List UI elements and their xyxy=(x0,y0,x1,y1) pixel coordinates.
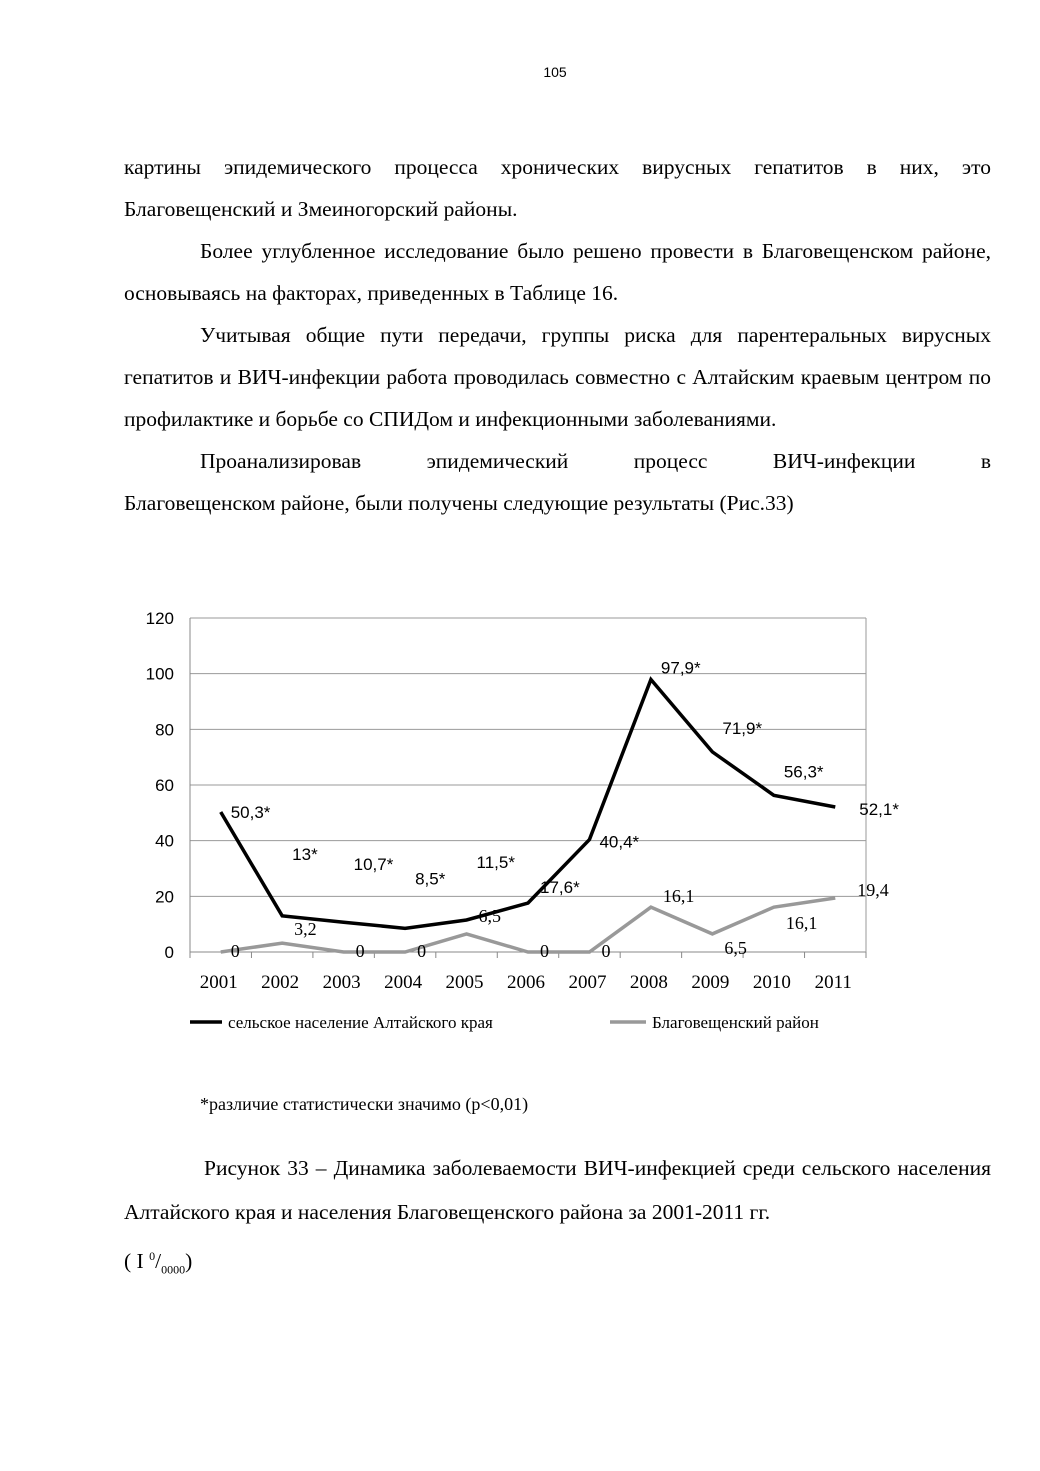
legend-label-series-1: сельское население Алтайского края xyxy=(228,1013,493,1032)
data-label-series-1: 10,7* xyxy=(353,855,394,875)
data-label-series-2: 16,1 xyxy=(662,886,695,907)
data-label-series-1: 56,3* xyxy=(783,762,824,782)
data-label-series-2: 0 xyxy=(540,941,549,961)
x-tick-label: 2009 xyxy=(691,972,730,993)
caption-unit: ( I $^0/_{0000}$) xyxy=(124,1249,193,1277)
legend-label-series-2: Благовещенский район xyxy=(652,1013,819,1032)
y-tick-label: 0 xyxy=(164,943,174,962)
x-tick-label: 2011 xyxy=(814,972,852,993)
chart-legend xyxy=(190,1013,819,1032)
x-axis xyxy=(190,952,866,993)
x-tick-label: 2001 xyxy=(199,972,238,993)
y-tick-label: 80 xyxy=(155,720,174,740)
data-label-series-1: 13* xyxy=(292,844,318,864)
data-label-series-2: 3,2 xyxy=(294,919,317,940)
data-labels xyxy=(231,659,900,961)
data-label-series-1: 17,6* xyxy=(540,878,580,898)
x-tick-label: 2007 xyxy=(568,972,607,993)
series-line-1 xyxy=(221,680,836,929)
paragraph-4-continuation: Благовещенском районе, были получены следующие результаты (Рис.33) xyxy=(124,491,794,515)
x-tick-label: 2008 xyxy=(629,972,668,993)
paragraph-1: картины эпидемического процесса хронических вирусных гепатитов в них, это Благовещенский и Змеиногорский районы. xyxy=(124,155,991,221)
body-text xyxy=(124,146,991,524)
y-tick-label: 40 xyxy=(155,831,174,851)
y-tick-label: 60 xyxy=(155,776,174,795)
data-label-series-2: 0 xyxy=(601,941,611,961)
data-label-series-1: 11,5* xyxy=(476,852,515,872)
x-tick-label: 2006 xyxy=(507,972,545,993)
y-tick-label: 120 xyxy=(145,609,174,628)
paragraph-3: Учитывая общие пути передачи, группы риска для парентеральных вирусных гепатитов и ВИЧ-инфекции работа проводилась совместно с Алтайским краевым центром по профилактике и борьбе со СПИДом и инфекционными заболеваниями. xyxy=(124,323,991,431)
data-label-series-2: 0 xyxy=(230,941,240,961)
data-label-series-2: 16,1 xyxy=(785,913,818,934)
paragraph-2: Более углубленное исследование было решено провести в Благовещенском районе, основываясь на факторах, приведенных в Таблице 16. xyxy=(124,239,991,305)
x-tick-label: 2010 xyxy=(752,972,791,993)
data-label-series-2: 0 xyxy=(417,941,427,961)
data-label-series-2: 6,5 xyxy=(478,905,502,926)
data-label-series-1: 8,5* xyxy=(415,869,446,889)
data-label-series-2: 6,5 xyxy=(724,937,747,958)
y-tick-label: 20 xyxy=(155,887,174,907)
data-label-series-1: 50,3* xyxy=(230,802,271,822)
data-label-series-1: 97,9* xyxy=(660,658,701,678)
paragraph-4: Проанализировав эпидемический процесс ВИЧ-инфекции в xyxy=(200,449,991,473)
data-label-series-2: 0 xyxy=(355,941,365,961)
data-label-series-2: 19,4 xyxy=(857,880,889,901)
data-label-series-1: 71,9* xyxy=(722,718,763,738)
y-tick-label: 100 xyxy=(145,664,174,684)
x-tick-label: 2002 xyxy=(261,972,300,993)
x-tick-label: 2003 xyxy=(322,972,361,993)
x-tick-label: 2004 xyxy=(384,972,423,993)
data-label-series-1: 40,4* xyxy=(599,832,640,852)
data-label-series-1: 52,1* xyxy=(859,799,899,819)
x-tick-label: 2005 xyxy=(445,972,484,993)
hiv-incidence-chart xyxy=(0,600,1040,1050)
page-number: 105 xyxy=(543,64,567,80)
chart-footnote: *различие статистически значимо (p<0,01) xyxy=(200,1094,529,1114)
figure-caption xyxy=(124,1146,991,1291)
caption-text: Рисунок 33 – Динамика заболеваемости ВИЧ-инфекцией среди сельского населения Алтайского края и населения Благовещенского района за 2001-2011 гг. xyxy=(124,1156,991,1224)
